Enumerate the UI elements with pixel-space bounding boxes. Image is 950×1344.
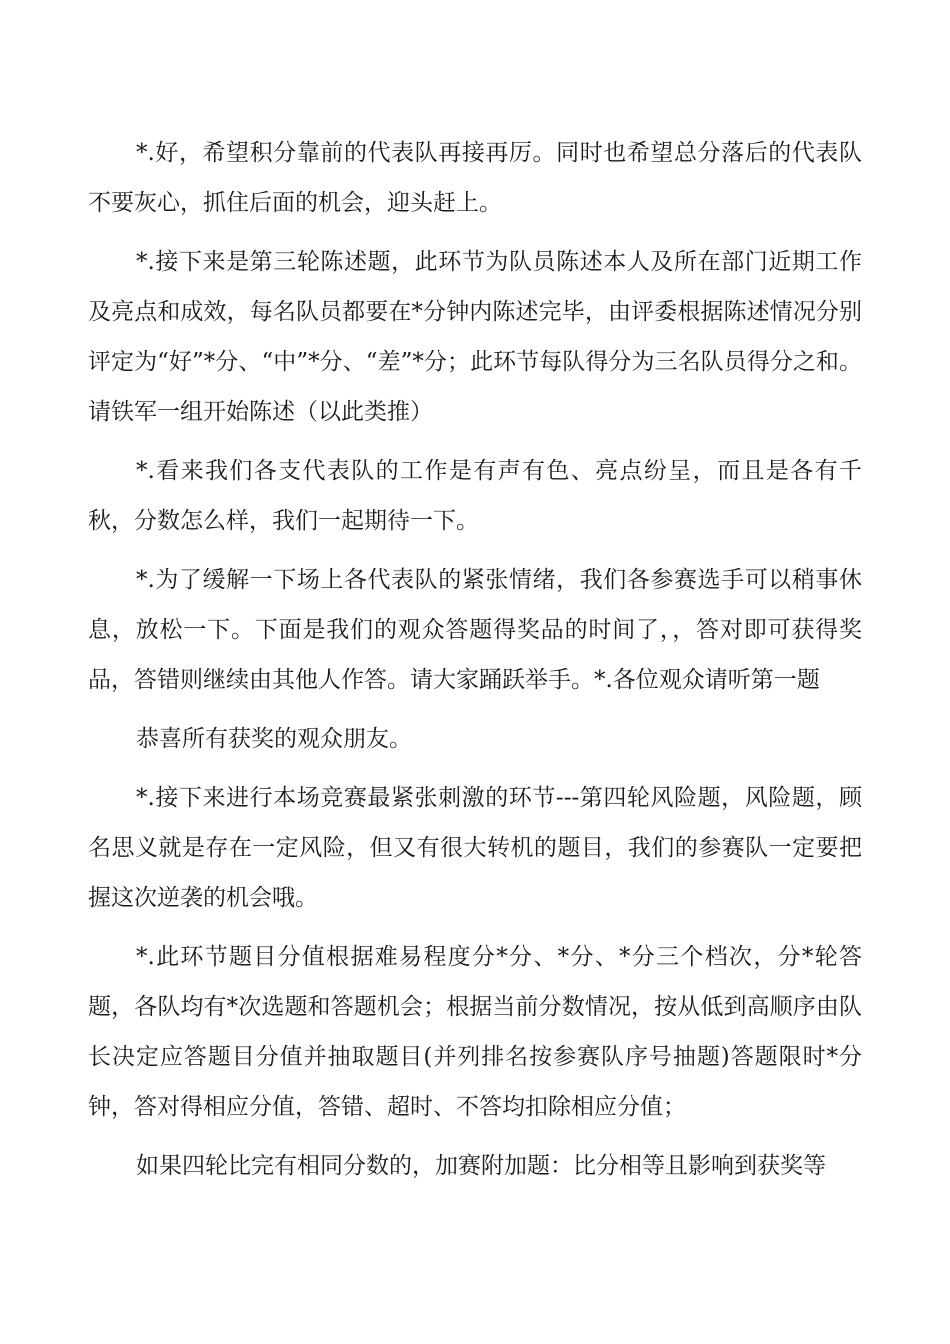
paragraph-5: 恭喜所有获奖的观众朋友。 — [136, 726, 412, 752]
paragraph-6: *.接下来进行本场竞赛最紧张刺激的环节---第四轮风险题，风险题，顾名思义就是存在一定风险，但又有很大转机的题目，我们的参赛队一定要把握这次逆袭的机会哦。 — [88, 785, 862, 911]
paragraph-4: *.为了缓解一下场上各代表队的紧张情绪，我们各参赛选手可以稍事休息，放松一下。下面是我们的观众答题得奖品的时间了，，答对即可获得奖品，答错则继续由其他人作答。请大家踊跃举手。*.各位观众请听第一题 — [88, 567, 862, 693]
document-body — [88, 128, 862, 1200]
paragraph-8: 如果四轮比完有相同分数的，加赛附加题：比分相等且影响到获奖等 — [136, 1153, 826, 1179]
paragraph-2: *.接下来是第三轮陈述题，此环节为队员陈述本人及所在部门近期工作及亮点和成效，每名队员都要在*分钟内陈述完毕，由评委根据陈述情况分别评定为“好”*分、“中”*分、“差”*分；此环节每队得分为三名队员得分之和。请铁军一组开始陈述（以此类推） — [88, 249, 862, 425]
paragraph-1: *.好，希望积分靠前的代表队再接再厉。同时也希望总分落后的代表队不要灰心，抓住后面的机会，迎头赶上。 — [88, 140, 862, 216]
paragraph-3: *.看来我们各支代表队的工作是有声有色、亮点纷呈，而且是各有千秋，分数怎么样，我们一起期待一下。 — [88, 458, 862, 534]
paragraph-7: *.此环节题目分值根据难易程度分*分、*分、*分三个档次，分*轮答题，各队均有*次选题和答题机会；根据当前分数情况，按从低到高顺序由队长决定应答题目分值并抽取题目(并列排名按参赛队序号抽题)答题限时*分钟，答对得相应分值，答错、超时、不答均扣除相应分值； — [88, 944, 862, 1120]
